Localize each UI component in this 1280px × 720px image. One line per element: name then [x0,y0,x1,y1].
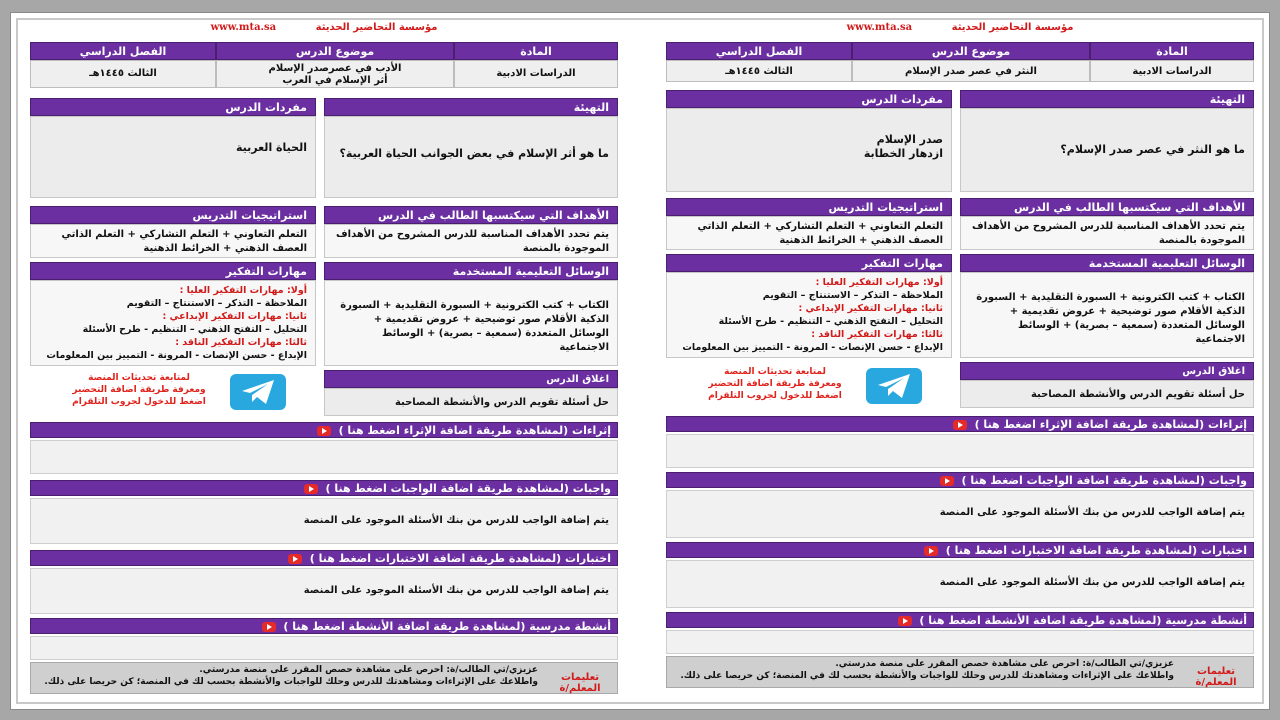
intro-box [960,108,1254,192]
youtube-icon[interactable] [317,426,331,436]
topic-value [216,60,454,88]
term-value: الثالث ١٤٤٥هـ [30,60,216,88]
term-header: الفصل الدراسي [666,42,852,60]
teacher-line-1: عزيزي/تي الطالب/ة: احرص على مشاهدة حصص المقرر على منصة مدرستي. [835,659,1174,669]
vocab-text: الحياة العربية [235,141,307,154]
vocab-line-2: ازدهار الخطابة [863,147,943,160]
skills-heading-1: أولا: مهارات التفكير العليا : [179,285,307,296]
topic-line-1: الأدب في عصرصدر الإسلام [268,63,402,74]
subject-value: الدراسات الادبية [454,60,618,88]
skills-text-3: الإبداع - حسن الإنصات - المرونة - التمييز بين المعلومات [46,350,307,361]
skills-text-2: التحليل – التفتح الذهني – التنظيم - طرح الأسئلة [718,316,943,327]
subject-value: الدراسات الادبية [1090,60,1254,82]
youtube-icon[interactable] [898,616,912,626]
org-name: مؤسسة التحاضير الحديثة [951,22,1074,33]
telegram-caption[interactable] [64,372,214,408]
goals-box: يتم تحدد الأهداف المناسبة للدرس المشروح من الأهداف الموجودة بالمنصة [960,216,1254,250]
telegram-caption-3: اضغط للدخول لجروب التلقرام [72,397,206,407]
skills-box [30,280,316,366]
telegram-caption-1: لمتابعة تحديثات المنصة [724,367,826,377]
page-header [666,22,1254,42]
skills-heading-2: ثانيا: مهارات التفكير الإبداعي : [162,311,307,322]
telegram-button[interactable] [866,368,922,404]
teacher-label: تعليمات المعلم/ة [1195,666,1237,688]
skills-text-2: التحليل – التفتح الذهني – التنظيم - طرح الأسئلة [82,324,307,335]
enrich-header[interactable] [30,422,618,438]
skills-heading-3: ثالثا: مهارات التفكير الناقد : [811,329,943,340]
youtube-icon[interactable] [262,622,276,632]
teacher-line-2: واطلاعك على الإثراءات ومشاهدتك للدرس وحلك للواجبات والأنشطة بحسب لك في المنصة؛ كن حريصا على ذلك. [680,671,1174,681]
org-name: مؤسسة التحاضير الحديثة [315,22,438,33]
goals-box: يتم تحدد الأهداف المناسبة للدرس المشروح من الأهداف الموجودة بالمنصة [324,224,618,258]
vocab-box [30,116,316,198]
site-link[interactable]: www.mta.sa [846,22,913,33]
activities-title[interactable]: أنشطة مدرسية (لمشاهدة طريقة اضافة الأنشطة اضغط هنا ) [283,620,611,633]
page-header [30,22,618,42]
enrich-box [30,440,618,474]
topic-header: موضوع الدرس [852,42,1090,60]
tests-title[interactable]: اختبارات (لمشاهدة طريقة اضافة الاختبارات اضغط هنا ) [309,552,611,565]
telegram-caption-2: ومعرفة طريقة اضافة التحضير [72,385,206,395]
closing-box: حل أسئلة تقويم الدرس والأنشطة المصاحبة [960,380,1254,408]
strategies-line-1: التعلم التعاوني + التعلم التشاركي + التعلم الذاتي [697,221,943,232]
enrich-title[interactable]: إثراءات (لمشاهدة طريقة اضافة الإثراء اضغط هنا ) [338,424,611,437]
intro-header: التهيئة [960,90,1254,108]
strategies-box [30,224,316,258]
term-header: الفصل الدراسي [30,42,216,60]
homework-title[interactable]: واجبات (لمشاهدة طريقة اضافة الواجبات اضغط هنا ) [325,482,611,495]
skills-heading-1: أولا: مهارات التفكير العليا : [815,277,943,288]
tests-box: يتم إضافة الواجب للدرس من بنك الأسئلة الموجود على المنصة [30,568,618,614]
youtube-icon[interactable] [924,546,938,556]
homework-header[interactable] [666,472,1254,488]
telegram-caption-1: لمتابعة تحديثات المنصة [88,373,190,383]
closing-box: حل أسئلة تقويم الدرس والأنشطة المصاحبة [324,388,618,416]
telegram-caption-2: ومعرفة طريقة اضافة التحضير [708,379,842,389]
skills-box [666,272,952,358]
vocab-header: مفردات الدرس [30,98,316,116]
subject-header: المادة [454,42,618,60]
skills-heading-2: ثانيا: مهارات التفكير الإبداعي : [798,303,943,314]
telegram-icon [876,372,912,400]
goals-header: الأهداف التي سيكتسبها الطالب في الدرس [960,198,1254,216]
teacher-line-1: عزيزي/تي الطالب/ة: احرص على مشاهدة حصص المقرر على منصة مدرستي. [199,665,538,675]
intro-header: التهيئة [324,98,618,116]
homework-title[interactable]: واجبات (لمشاهدة طريقة اضافة الواجبات اضغط هنا ) [961,474,1247,487]
telegram-caption[interactable] [700,366,850,402]
topic-line-2: أثر الإسلام في العرب [282,75,388,86]
topic-header: موضوع الدرس [216,42,454,60]
telegram-icon [240,378,276,406]
strategies-header: استراتيجيات التدريس [30,206,316,224]
subject-header: المادة [1090,42,1254,60]
strategies-line-1: التعلم التعاوني + التعلم التشاركي + التعلم الذاتي [61,229,307,240]
youtube-icon[interactable] [953,420,967,430]
activities-header[interactable] [30,618,618,634]
enrich-header[interactable] [666,416,1254,432]
closing-header: اغلاق الدرس [960,362,1254,380]
telegram-caption-3: اضغط للدخول لجروب التلقرام [708,391,842,401]
media-header: الوسائل التعليمية المستخدمة [324,262,618,280]
tests-box: يتم إضافة الواجب للدرس من بنك الأسئلة الموجود على المنصة [666,560,1254,608]
activities-box [30,636,618,660]
skills-text-3: الإبداع - حسن الإنصات - المرونة - التمييز بين المعلومات [682,342,943,353]
skills-header: مهارات التفكير [666,254,952,272]
tests-header[interactable] [666,542,1254,558]
closing-header: اغلاق الدرس [324,370,618,388]
teacher-label: تعليمات المعلم/ة [559,672,601,694]
term-value: الثالث ١٤٤٥هـ [666,60,852,82]
teacher-line-2: واطلاعك على الإثراءات ومشاهدتك للدرس وحلك للواجبات والأنشطة بحسب لك في المنصة؛ كن حريصا على ذلك. [44,677,538,687]
intro-question: ما هو أثر الإسلام في بعض الجوانب الحياة العربية؟ [339,147,609,160]
strategies-header: استراتيجيات التدريس [666,198,952,216]
tests-title[interactable]: اختبارات (لمشاهدة طريقة اضافة الاختبارات اضغط هنا ) [945,544,1247,557]
vocab-header: مفردات الدرس [666,90,952,108]
activities-box [666,630,1254,654]
media-header: الوسائل التعليمية المستخدمة [960,254,1254,272]
lesson-page-left [30,22,618,694]
enrich-box [666,434,1254,468]
intro-question: ما هو النثر في عصر صدر الإسلام؟ [1060,143,1245,156]
skills-text-1: الملاحظة – التذكر – الاستنتاج – التقويم [126,298,307,309]
telegram-button[interactable] [230,374,286,410]
skills-text-1: الملاحظة – التذكر – الاستنتاج – التقويم [762,290,943,301]
tests-header[interactable] [30,550,618,566]
teacher-text [36,664,538,688]
youtube-icon[interactable] [304,484,318,494]
homework-box: يتم إضافة الواجب للدرس من بنك الأسئلة الموجود على المنصة [30,498,618,544]
topic-value: النثر في عصر صدر الإسلام [852,60,1090,82]
vocab-box [666,108,952,192]
site-link[interactable]: www.mta.sa [210,22,277,33]
activities-title[interactable]: أنشطة مدرسية (لمشاهدة طريقة اضافة الأنشطة اضغط هنا ) [919,614,1247,627]
youtube-icon[interactable] [288,554,302,564]
homework-header[interactable] [30,480,618,496]
enrich-title[interactable]: إثراءات (لمشاهدة طريقة اضافة الإثراء اضغط هنا ) [974,418,1247,431]
media-box: الكتاب + كتب الكترونية + السبورة التقليدية + السبورة الذكية الأقلام صور توضيحية + عروض تقديمية + الوسائل المتعددة (سمعية – بصرية) + الوسائط الاجتماعية [960,272,1254,358]
skills-heading-3: ثالثا: مهارات التفكير الناقد : [175,337,307,348]
goals-header: الأهداف التي سيكتسبها الطالب في الدرس [324,206,618,224]
strategies-box [666,216,952,250]
homework-box: يتم إضافة الواجب للدرس من بنك الأسئلة الموجود على المنصة [666,490,1254,538]
intro-box [324,116,618,198]
strategies-line-2: العصف الذهني + الخرائط الذهنية [143,243,307,254]
lesson-page-right [666,22,1254,694]
activities-header[interactable] [666,612,1254,628]
teacher-text [672,658,1174,682]
media-box: الكتاب + كتب الكترونية + السبورة التقليدية + السبورة الذكية الأقلام صور توضيحية + عروض تقديمية + الوسائل المتعددة (سمعية – بصرية) + الوسائط الاجتماعية [324,280,618,366]
vocab-line-1: صدر الإسلام [876,133,943,146]
skills-header: مهارات التفكير [30,262,316,280]
strategies-line-2: العصف الذهني + الخرائط الذهنية [779,235,943,246]
youtube-icon[interactable] [940,476,954,486]
